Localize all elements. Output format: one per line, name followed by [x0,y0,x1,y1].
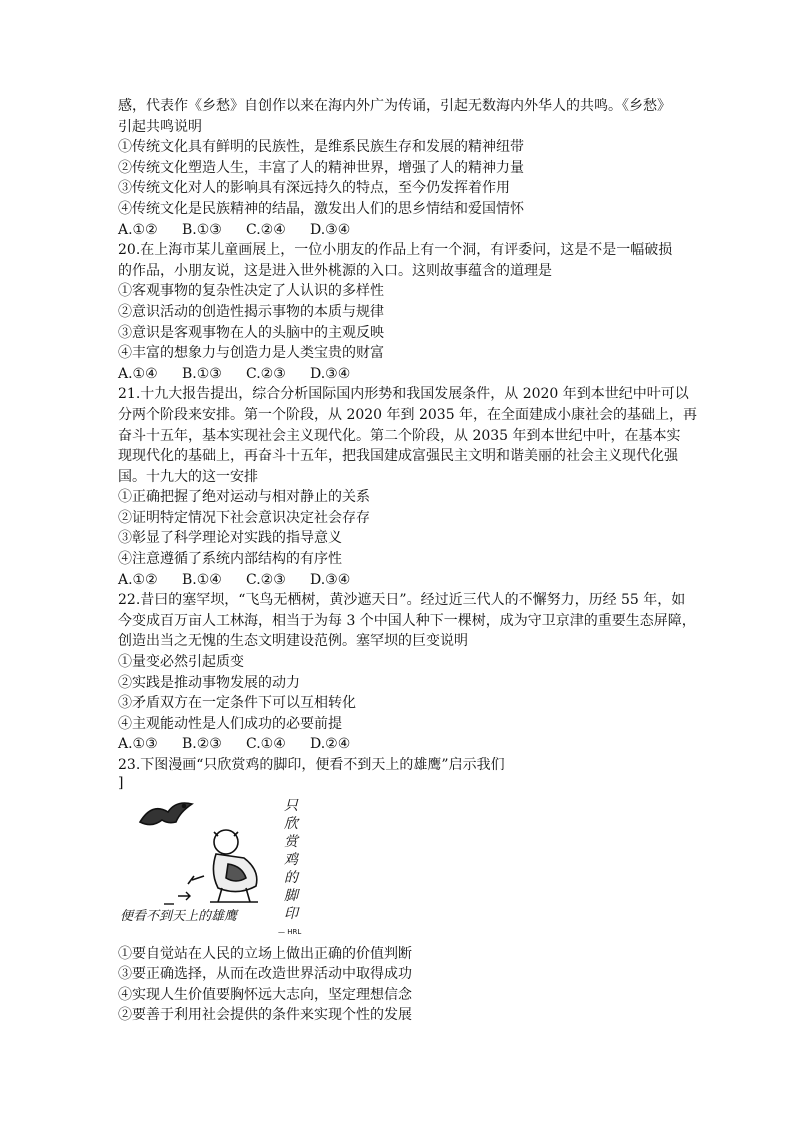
exam-page [118,96,698,1026]
q20-options [118,364,678,385]
q21-stem-line-1: 21.十九大报告提出，综合分析国际国内形势和我国发展条件，从 2020 年到本世纪中叶可以 [118,386,689,403]
q19-option-d[interactable]: D.③④ [310,221,351,238]
q19-intro-line-2: 引起共鸣说明 [118,118,202,135]
q23-cartoon [118,792,318,940]
eagle-icon [140,803,192,825]
svg-text:只: 只 [284,797,298,814]
q20-option-d[interactable]: D.③④ [310,365,351,382]
q21-stem-line-3: 奋斗十五年，基本实现社会主义现代化。第二个阶段，从 2035 年到本世纪中叶，在基本实 [118,427,681,444]
q22-statement-1: ①量变必然引起质变 [118,654,244,671]
q19-option-b[interactable]: B.①③ [182,221,222,238]
q19-options [118,220,678,241]
q20-statement-1: ①客观事物的复杂性决定了人认识的多样性 [118,283,384,300]
q19-statement-2: ②传统文化塑造人生，丰富了人的精神世界，增强了人的精神力量 [118,159,524,176]
chicken-figure-icon [188,830,258,902]
q21-option-b[interactable]: B.①④ [182,571,222,588]
q23-statement-1: ①要自觉站在人民的立场上做出正确的价值判断 [118,945,412,962]
q20-option-a[interactable]: A.①④ [118,365,158,382]
cartoon-vertical-caption [284,798,301,922]
q23-statement-4: ②要善于利用社会提供的条件来实现个性的发展 [118,1007,412,1024]
svg-text:欣: 欣 [284,815,298,832]
q21-statement-2: ②证明特定情况下社会意识决定社会存存 [118,509,370,526]
q19-intro-line-1: 感，代表作《乡愁》自创作以来在海内外广为传诵，引起无数海内外华人的共鸣。《乡愁》 [118,98,671,114]
q20-option-b[interactable]: B.①③ [182,365,222,382]
q21-options [118,570,678,591]
q22-statement-4: ④主观能动性是人们成功的必要前提 [118,715,342,732]
q21-option-d[interactable]: D.③④ [310,571,351,588]
q22-stem-line-3: 创造出当之无愧的生态文明建设范例。塞罕坝的巨变说明 [118,633,468,650]
q20-option-c[interactable]: C.②③ [246,365,286,382]
q22-option-a[interactable]: A.①③ [118,736,158,753]
q21-statement-3: ③彰显了科学理论对实践的指导意义 [118,530,342,547]
q23-statement-3: ④实现人生价值要胸怀远大志向，坚定理想信念 [118,986,412,1003]
q22-statement-3: ③矛盾双方在一定条件下可以互相转化 [118,695,356,712]
q19-statement-3: ③传统文化对人的影响具有深远持久的特点，至今仍发挥着作用 [118,180,510,197]
q23-statement-2: ③要正确选择，从而在改造世界活动中取得成功 [118,966,412,983]
q20-statement-4: ④丰富的想象力与创造力是人类宝贵的财富 [118,345,384,362]
svg-text:印: 印 [284,905,298,922]
cartoon-drawing [118,792,318,940]
q22-statement-2: ②实践是推动事物发展的动力 [118,674,300,691]
q20-statement-2: ②意识活动的创造性揭示事物的本质与规律 [118,303,384,320]
q20-stem-line-1: 20.在上海市某儿童画展上，一位小朋友的作品上有一个洞，有评委问，这是不是一幅破损 [118,242,673,259]
q20-stem-line-2: 的作品，小朋友说，这是进入世外桃源的入口。这则故事蕴含的道理是 [118,262,552,279]
q23-bracket: ] [118,774,124,791]
svg-text:鸡: 鸡 [284,851,298,868]
q22-stem-line-2: 今变成百万亩人工林海，相当于为每 3 个中国人种下一棵树，成为守卫京津的重要生态屏障， [118,612,696,629]
q21-statement-4: ④注意遵循了系统内部结构的有序性 [118,551,342,568]
q21-option-a[interactable]: A.①② [118,571,158,588]
q22-option-c[interactable]: C.①④ [246,736,286,753]
q19-statement-4: ④传统文化是民族精神的结晶，激发出人们的思乡情结和爱国情怀 [118,200,524,217]
q22-option-b[interactable]: B.②③ [182,736,222,753]
q19-statement-1: ①传统文化具有鲜明的民族性，是维系民族生存和发展的精神纽带 [118,139,524,156]
q22-option-d[interactable]: D.②④ [310,736,351,753]
q21-option-c[interactable]: C.②③ [246,571,286,588]
footprint-marks [164,892,190,904]
q21-stem-line-4: 现现代化的基础上，再奋斗十五年，把我国建成富强民主文明和谐美丽的社会主义现代化强 [118,448,678,465]
svg-text:脚: 脚 [284,887,298,904]
q21-stem-line-2: 分两个阶段来安排。第一个阶段，从 2020 年到 2035 年，在全面建成小康社会的基础上，再 [118,406,698,423]
q19-option-c[interactable]: C.②④ [246,221,286,238]
cartoon-signature: — HRL [278,927,302,936]
q20-statement-3: ③意识是客观事物在人的头脑中的主观反映 [118,324,384,341]
q22-options [118,734,678,755]
svg-text:的: 的 [284,869,298,886]
q23-stem-line-1: 23.下图漫画“只欣赏鸡的脚印，便看不到天上的雄鹰”启示我们 [118,757,505,773]
svg-text:赏: 赏 [284,833,298,850]
q21-stem-line-5: 国。十九大的这一安排 [118,468,258,485]
q22-stem-line-1: 22.昔曰的塞罕坝，“飞鸟无栖树，黄沙遮天日”。经过近三代人的不懈努力，历经 55 年，如 [118,592,686,609]
cartoon-bottom-caption: 便看不到天上的雄鹰 [120,908,238,924]
q19-option-a[interactable]: A.①② [118,221,158,238]
q21-statement-1: ①正确把握了绝对运动与相对静止的关系 [118,489,370,506]
